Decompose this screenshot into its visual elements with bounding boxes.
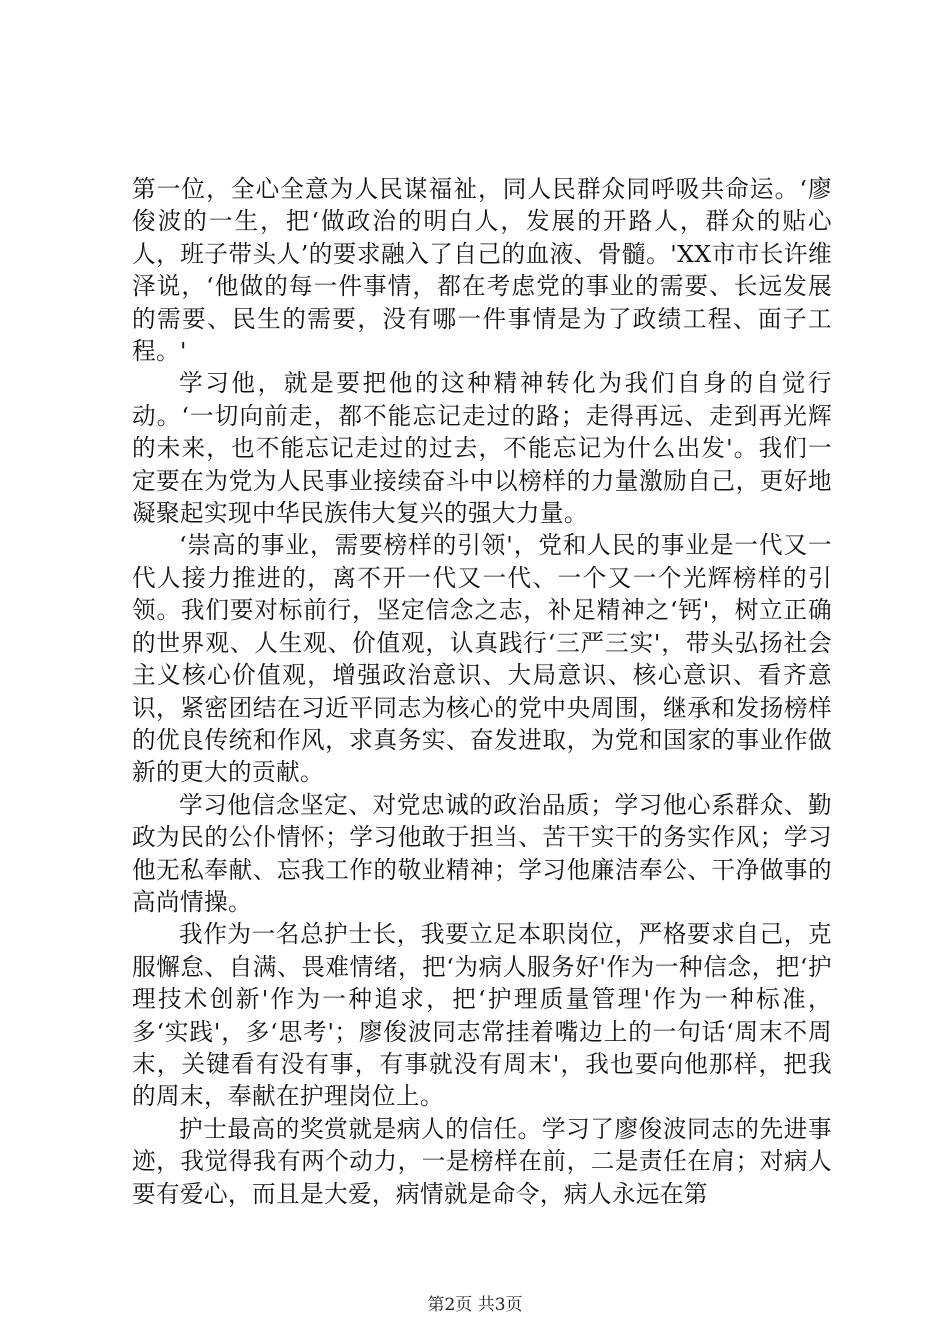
paragraph-6: 护士最高的奖赏就是病人的信任。学习了廖俊波同志的先进事迹，我觉得我有两个动力，一是榜样在前，二是责任在肩；对病人要有爱心，而且是大爱，病情就是命令，病人永远在第 <box>132 1114 832 1208</box>
paragraph-5: 我作为一名总护士长，我要立足本职岗位，严格要求自己，克服懈怠、自满、畏难情绪，把‘为病人服务好'作为一种信念，把‘护理技术创新'作为一种追求，把‘护理质量管理'作为一种标准，多‘实践'，多‘思考'；廖俊波同志常挂着嘴边上的一句话‘周末不周末，关键看有没有事，有事就没有周末'，我也要向他那样，把我的周末，奉献在护理岗位上。 <box>132 920 832 1111</box>
paragraph-4: 学习他信念坚定、对党忠诚的政治品质；学习他心系群众、勤政为民的公仆情怀；学习他敢于担当、苦干实干的务实作风；学习他无私奉献、忘我工作的敬业精神；学习他廉洁奉公、干净做事的高尚情操。 <box>132 790 832 916</box>
paragraph-1: 第一位，全心全意为人民谋福祉，同人民群众同呼吸共命运。‘廖俊波的一生，把‘做政治的明白人，发展的开路人，群众的贴心人，班子带头人’的要求融入了自己的血液、骨髓。'XX市市长许维泽说，‘他做的每一件事情，都在考虑党的事业的需要、长远发展的需要、民生的需要，没有哪一件事情是为了政绩工程、面子工程。' <box>132 175 832 366</box>
paragraph-3: ‘崇高的事业，需要榜样的引领'，党和人民的事业是一代又一代人接力推进的，离不开一代又一代、一个又一个光辉榜样的引领。我们要对标前行，坚定信念之志，补足精神之‘钙'，树立正确的世界观、人生观、价值观，认真践行‘三严三实'，带头弘扬社会主义核心价值观，增强政治意识、大局意识、核心意识、看齐意识，紧密团结在习近平同志为核心的党中央周围，继承和发扬榜样的优良传统和作风，求真务实、奋发进取，为党和国家的事业作做新的更大的贡献。 <box>132 531 832 787</box>
document-body <box>132 173 832 1210</box>
paragraph-2: 学习他，就是要把他的这种精神转化为我们自身的自觉行动。‘一切向前走，都不能忘记走过的路；走得再远、走到再光辉的未来，也不能忘记走过的过去，不能忘记为什么出发'。我们一定要在为党为人民事业接续奋斗中以榜样的力量激励自己，更好地凝聚起实现中华民族伟大复兴的强大力量。 <box>132 369 832 528</box>
page-number-footer: 第2页 共3页 <box>427 1295 523 1315</box>
